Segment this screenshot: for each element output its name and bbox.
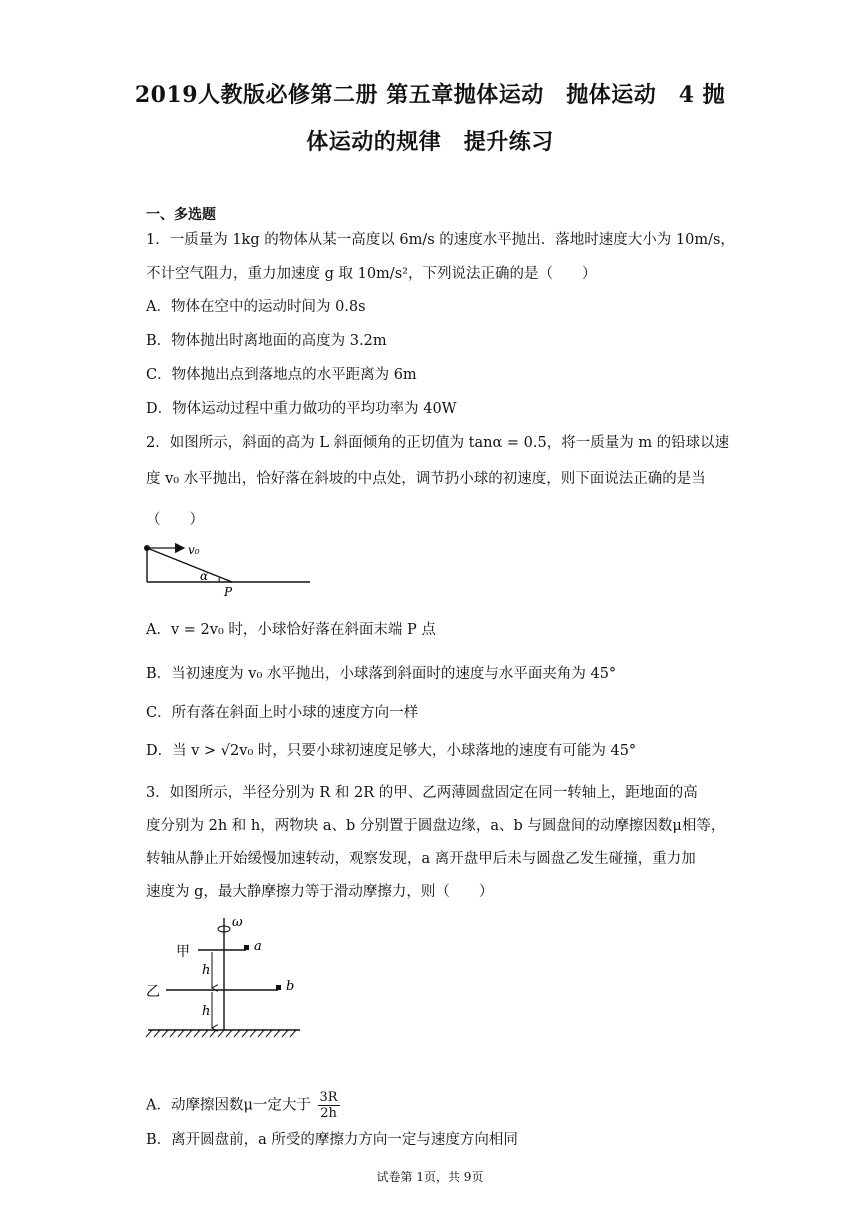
q1-stem-line2: 不计空气阻力，重力加速度 g 取 10m/s²，下列说法正确的是（ ）: [146, 266, 597, 282]
q3-option-a-denominator: 2h: [320, 1106, 337, 1121]
q2-incline-figure: [140, 538, 320, 600]
q2-option-b: B．当初速度为 v₀ 水平抛出，小球落到斜面时的速度与水平面夹角为 45°: [146, 666, 617, 682]
page-footer: 试卷第 1页，共 9页: [376, 1170, 484, 1184]
q3-stem-line3: 转轴从静止开始缓慢加速转动，观察发现，a 离开盘甲后未与圆盘乙发生碰撞，重力加: [146, 851, 696, 867]
q3-option-a-text: A．动摩擦因数μ一定大于: [146, 1097, 311, 1114]
q2-fig-alpha-label: α: [200, 569, 209, 583]
q3-fig-b-label: b: [286, 979, 295, 994]
q3-fig-h1-label: h: [202, 963, 211, 978]
q3-option-a-numerator: 3R: [319, 1090, 338, 1105]
q2-stem-line2: 度 v₀ 水平抛出，恰好落在斜坡的中点处，调节扔小球的初速度，则下面说法正确的是当: [146, 471, 706, 487]
q3-option-a: [146, 1090, 340, 1121]
q3-fig-h2-label: h: [202, 1004, 211, 1019]
q3-stem-line1: 3．如图所示，半径分别为 R 和 2R 的甲、乙两薄圆盘固定在同一转轴上，距地面的高: [146, 785, 698, 801]
q3-fig-omega-label: ω: [232, 915, 243, 930]
q3-disk-axis-figure: [140, 910, 310, 1040]
q3-stem-line2: 度分别为 2h 和 h，两物块 a、b 分别置于圆盘边缘，a、b 与圆盘间的动摩擦因数μ相等，: [146, 818, 726, 834]
page-title-line2: 体运动的规律 提升练习: [306, 129, 554, 155]
page-title-line1: 2019人教版必修第二册 第五章抛体运动 抛体运动 4 抛: [134, 82, 726, 108]
q2-stem-line3: （ ）: [146, 512, 204, 528]
q3-fig-block-a: [244, 945, 249, 950]
q1-stem-line1: 1．一质量为 1kg 的物体从某一高度以 6m/s 的速度水平抛出．落地时速度大小为 10m/s，: [146, 232, 735, 248]
section-heading: 一、多选题: [146, 207, 216, 223]
q2-option-d: D．当 v > √2v₀ 时，只要小球初速度足够大，小球落地的速度有可能为 45°: [146, 743, 637, 759]
q3-option-a-fraction: [318, 1090, 340, 1121]
q3-fig-a-label: a: [254, 939, 262, 954]
q3-option-b: B．离开圆盘前，a 所受的摩擦力方向一定与速度方向相同: [146, 1132, 518, 1148]
q1-option-a: A．物体在空中的运动时间为 0.8s: [146, 299, 366, 315]
q2-fig-p-label: P: [224, 585, 233, 599]
q3-fig-block-b: [276, 985, 281, 990]
q2-fig-v0-label: v₀: [188, 543, 200, 557]
q2-stem-line1: 2．如图所示，斜面的高为 L 斜面倾角的正切值为 tanα = 0.5，将一质量为 m 的铅球以速: [146, 435, 730, 451]
q2-option-a: A．v = 2v₀ 时，小球恰好落在斜面末端 P 点: [146, 622, 436, 638]
q3-stem-line4: 速度为 g，最大静摩擦力等于滑动摩擦力，则（ ）: [146, 884, 494, 900]
q1-option-c: C．物体抛出点到落地点的水平距离为 6m: [146, 367, 417, 383]
q3-fig-jia-label: 甲: [176, 944, 190, 960]
q2-option-c: C．所有落在斜面上时小球的速度方向一样: [146, 705, 419, 721]
q1-option-d: D．物体运动过程中重力做功的平均功率为 40W: [146, 401, 457, 417]
q3-fig-yi-label: 乙: [146, 984, 160, 1000]
q1-option-b: B．物体抛出时离地面的高度为 3.2m: [146, 333, 387, 349]
